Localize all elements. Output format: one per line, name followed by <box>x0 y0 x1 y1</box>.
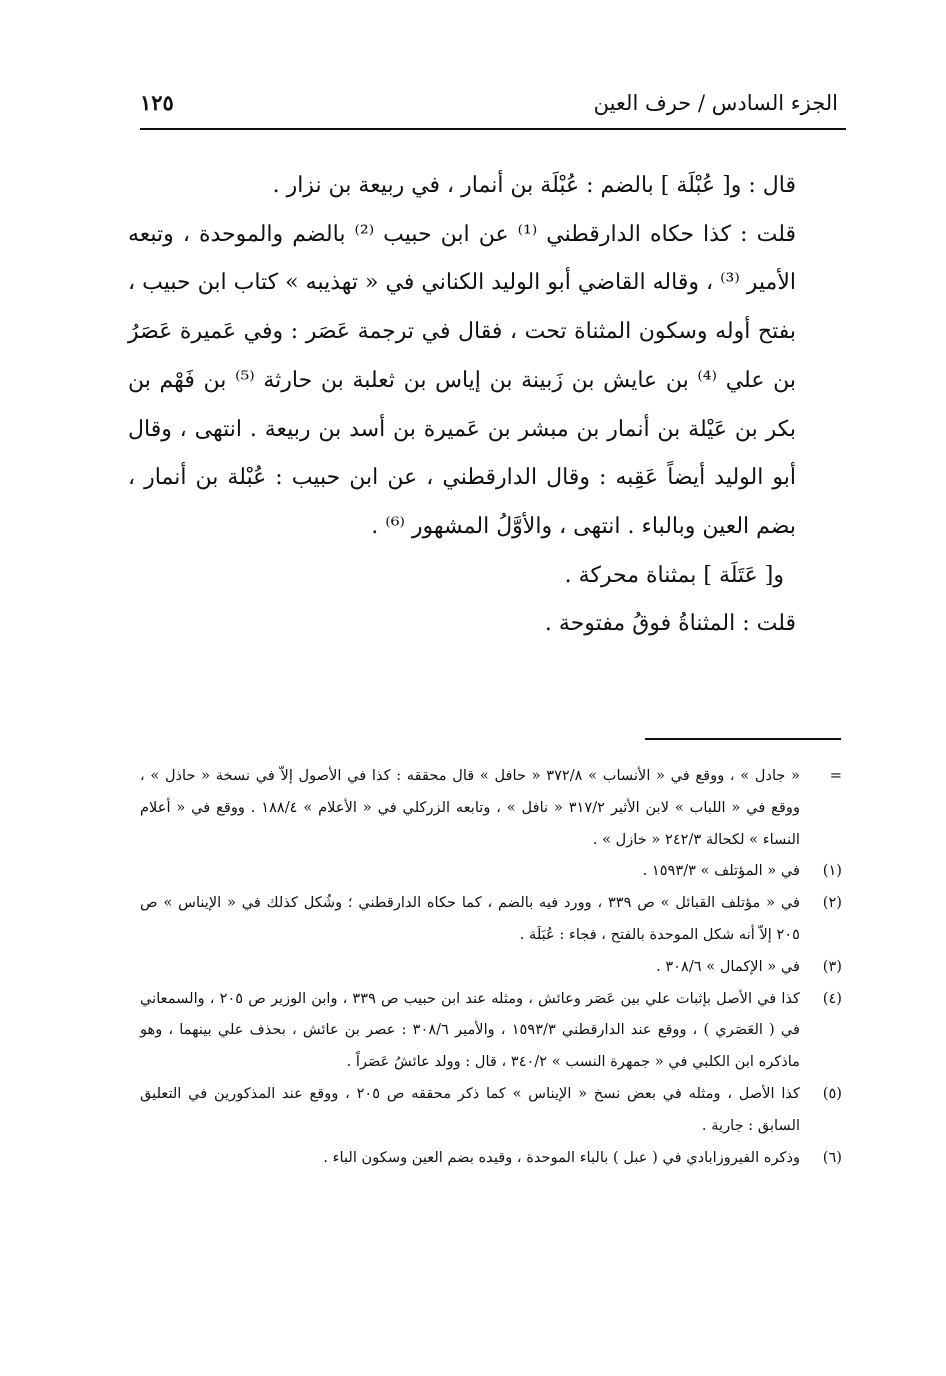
header-rule <box>140 128 846 130</box>
footnote-text: في « مؤتلف القبائل » ص ٣٣٩ ، وورد فيه بالضم ، كما حكاه الدارقطني ؛ وشُكل كذلك في « الإيناس » ص ٢٠٥ إلاّ أنه شكل الموحدة بالفتح ، فجاء : عُبَلَة . <box>140 894 800 943</box>
footnote-marker: (٤) <box>822 989 842 1007</box>
footnote-marker: (٢) <box>822 894 842 912</box>
footnote-text: في « المؤتلف » ١٥٩٣/٣ . <box>642 862 800 880</box>
main-text <box>128 162 846 649</box>
footnote-4 <box>140 983 842 1078</box>
running-title: الجزء السادس / حرف العين <box>593 91 838 115</box>
paragraph-comment-2: قلت : المثناةُ فوقُ مفتوحة . <box>544 611 796 637</box>
footnote-text: « جادل » ، ووقع في « الأنساب » ٣٧٢/٨ « حافل » قال محققه : كذا في الأصول إلاّ في نسخة « حاذل » ، ووقع في « اللباب » لابن الأثير ٣١٧/٢ « نافل » ، وتابعه الزركلي في « الأعلام » ١٨٨/٤ . ووقع في « أعلام النساء » لكحالة ٢٤٢/٣ « خازل » . <box>140 767 800 848</box>
footnote-marker: (١) <box>822 862 842 880</box>
footnote-5 <box>140 1078 842 1142</box>
footnote-continued <box>140 760 842 855</box>
footnote-marker: = <box>829 767 842 784</box>
footnote-text: كذا في الأصل بإثبات علي بين عَصَر وعائش ، ومثله عند ابن حبيب ص ٣٣٩ ، وابن الوزير ص ٢٠٥ ، والسمعاني في ( العَصَري ) ، ووقع عند الدارقطني ١٥٩٣/٣ ، والأمير ٣٠٨/٦ : عصر بن عائش ، بحذف علي بينهما ، وهو ماذكره ابن الكلبي في « جمهرة النسب » ٣٤٠/٢ ، قال : وولد عائشُ عَصَراً . <box>140 989 801 1071</box>
paragraph-entry-ubla: قال : و[ عُبْلَة ] بالضم : عُبْلَة بن أنمار ، في ربيعة بن نزار . <box>272 173 796 198</box>
footnote-marker: (٣) <box>822 957 842 975</box>
footnote-2 <box>140 887 842 951</box>
footnote-6 <box>140 1142 842 1174</box>
footnote-rule <box>645 738 841 740</box>
page-header <box>140 88 838 124</box>
footnote-text: كذا الأصل ، ومثله في بعض نسخ « الإيناس » كما ذكر محققه ص ٢٠٥ ، ووقع عند المذكورين في التعليق السابق : جارية . <box>140 1084 800 1134</box>
footnote-3 <box>140 951 842 983</box>
paragraph-comment: قلت : كذا حكاه الدارقطني ⁽¹⁾ عن ابن حبيب ⁽²⁾ بالضم والموحدة ، وتبعه الأمير ⁽³⁾ ، وقاله القاضي أبو الوليد الكناني في « تهذيبه » كتاب ابن حبيب ، بفتح أوله وسكون المثناة تحت ، فقال في ترجمة عَصَر : وفي عَميرة عَصَرُ بن علي ⁽⁴⁾ بن عايش بن زَبينة بن إياس بن ثعلبة بن حارثة ⁽⁵⁾ بن فَهْم بن بكر بن عَيْلة بن أنمار بن مبشر بن عَميرة بن أسد بن ربيعة . انتهى ، وقال أبو الوليد أيضاً عَقِبه : وقال الدارقطني ، عن ابن حبيب : عُبْلة بن أنمار ، بضم العين وبالباء . انتهى ، والأوَّلُ المشهور ⁽⁶⁾ . <box>128 221 796 539</box>
footnotes <box>140 760 842 1173</box>
footnote-text: في « الإكمال » ٣٠٨/٦ . <box>656 957 800 975</box>
footnote-marker: (٦) <box>822 1148 842 1166</box>
footnote-marker: (٥) <box>822 1084 842 1102</box>
paragraph-entry-atala: و[ عَتَلَة ] بمثناة محركة . <box>564 562 784 588</box>
footnote-text: وذكره الفيروزابادي في ( عبل ) بالباء الموحدة ، وقيده بضم العين وسكون الباء . <box>323 1148 800 1166</box>
footnote-1 <box>140 855 842 887</box>
page-number: ١٢٥ <box>140 90 174 115</box>
